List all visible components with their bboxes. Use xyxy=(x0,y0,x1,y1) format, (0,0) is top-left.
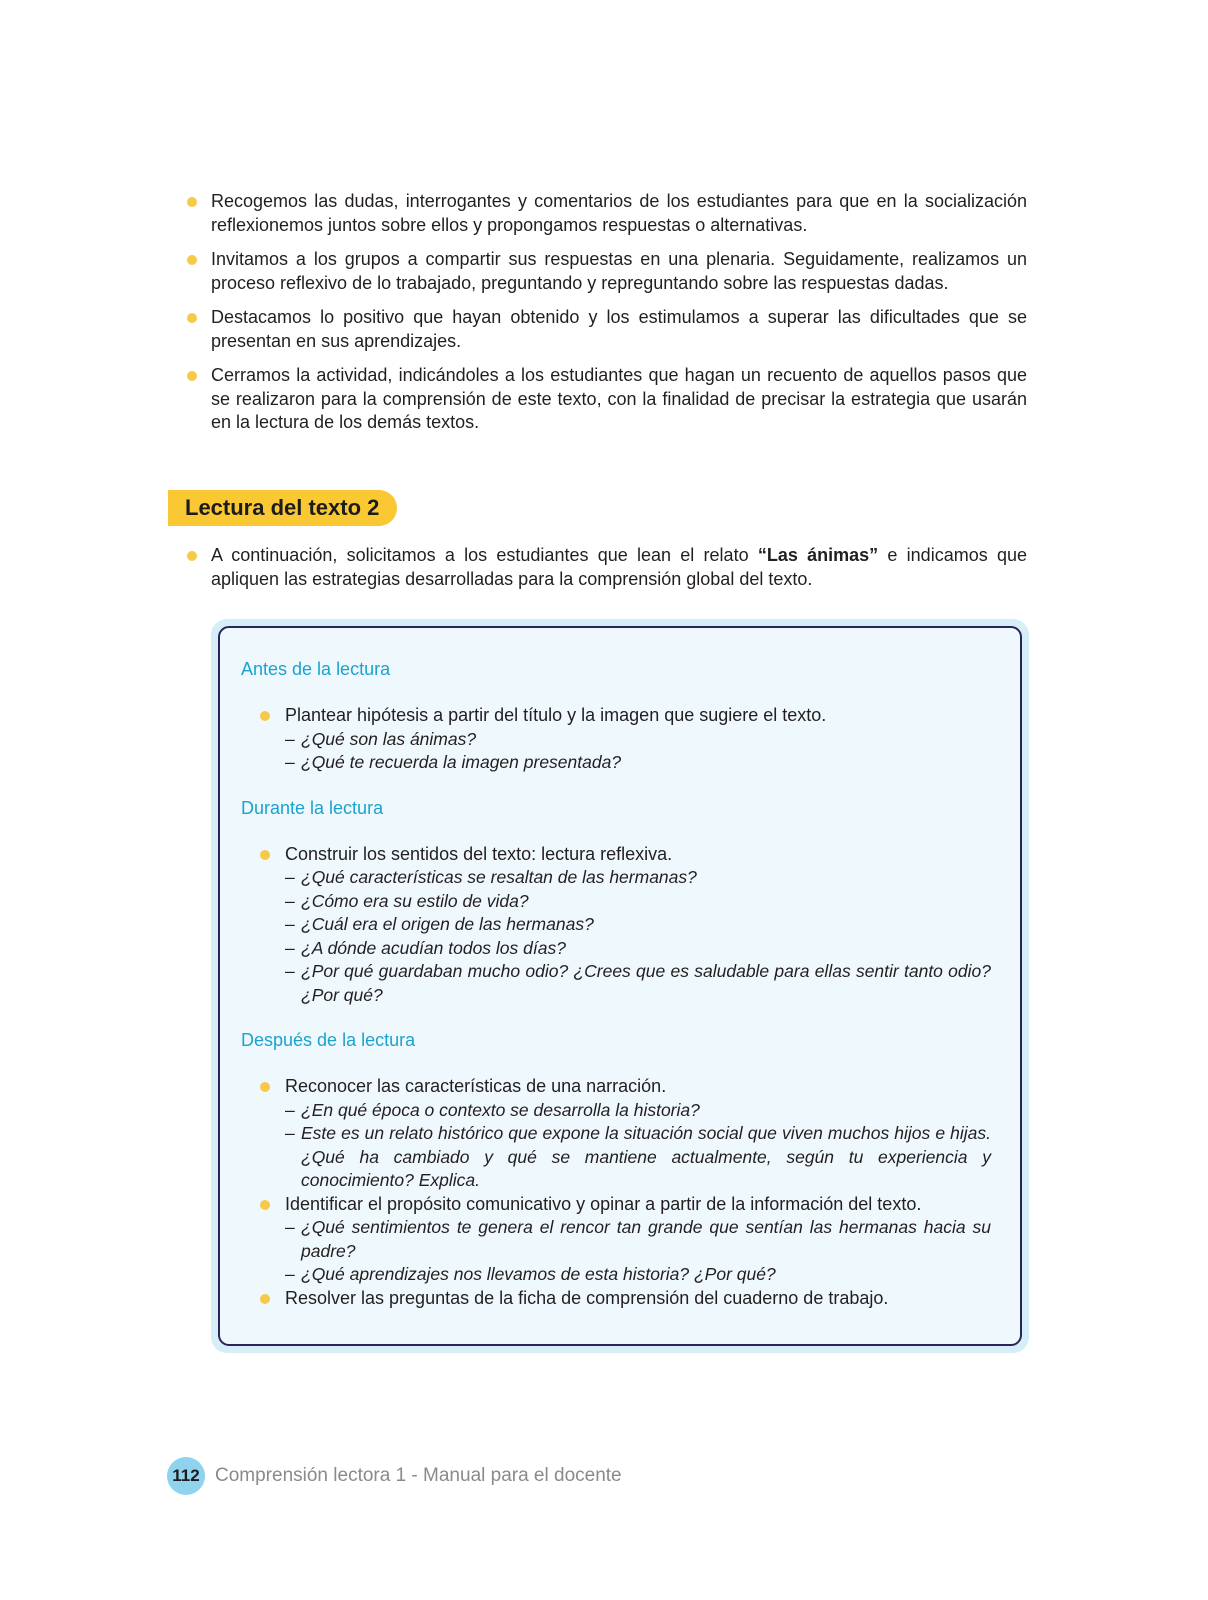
question-item: – ¿Qué aprendizajes nos llevamos de esta historia? ¿Por qué? xyxy=(285,1263,991,1287)
dash-icon: – xyxy=(285,937,295,958)
dash-icon: – xyxy=(285,1217,295,1237)
dash-icon: – xyxy=(285,914,295,934)
question-list xyxy=(285,1216,991,1287)
question-item: – Este es un relato histórico que expone la situación social que viven muchos hijos e hijas. ¿Qué ha cambiado y qué se mantiene actualmente, según tu experiencia y conocimiento? Explica. xyxy=(285,1123,991,1190)
bullet-icon xyxy=(260,1200,270,1210)
bullet-icon xyxy=(187,197,197,207)
question-list xyxy=(285,728,991,775)
question-item: – ¿Qué te recuerda la imagen presentada? xyxy=(285,751,991,775)
reading-strategies-frame xyxy=(218,626,1022,1346)
dash-icon: – xyxy=(285,1123,295,1143)
bullet-icon xyxy=(187,313,197,323)
step-item: Resolver las preguntas de la ficha de comprensión del cuaderno de trabajo. xyxy=(241,1287,991,1311)
list-item: Recogemos las dudas, interrogantes y comentarios de los estudiantes para que en la socialización reflexionemos juntos sobre ellos y propongamos respuestas o alternativas. xyxy=(211,190,1027,237)
reading-strategies-content xyxy=(241,658,991,1310)
dash-icon: – xyxy=(285,1264,295,1284)
page-number: 112 xyxy=(167,1457,205,1495)
question-item: – ¿Qué sentimientos te genera el rencor tan grande que sentían las hermanas hacia su padre? xyxy=(285,1217,991,1261)
footer-title: Comprensión lectora 1 - Manual para el docente xyxy=(215,1465,622,1486)
intro-list xyxy=(211,544,1027,602)
question-item: – ¿En qué época o contexto se desarrolla la historia? xyxy=(285,1099,991,1123)
list-item: Destacamos lo positivo que hayan obtenido y los estimulamos a superar las dificultades que se presentan en sus aprendizajes. xyxy=(211,306,1027,353)
question-list xyxy=(285,1099,991,1193)
dash-icon: – xyxy=(285,752,295,772)
dash-icon: – xyxy=(285,728,295,749)
dash-icon: – xyxy=(285,890,295,911)
bullet-icon xyxy=(187,371,197,381)
question-item: – ¿Qué son las ánimas? xyxy=(285,728,991,752)
section-title: Lectura del texto 2 xyxy=(168,490,397,526)
step-item: Identificar el propósito comunicativo y opinar a partir de la información del texto. xyxy=(241,1193,991,1217)
dash-icon: – xyxy=(285,1099,295,1120)
question-list xyxy=(285,866,991,1007)
question-item: – ¿Por qué guardaban mucho odio? ¿Crees que es saludable para ellas sentir tanto odio? ¿Por qué? xyxy=(285,961,991,1005)
question-item: – ¿Cómo era su estilo de vida? xyxy=(285,890,991,914)
list-item: Cerramos la actividad, indicándoles a los estudiantes que hagan un recuento de aquellos pasos que se realizaron para la comprensión de este texto, con la finalidad de precisar la estrategia que usarán en la lectura de los demás textos. xyxy=(211,364,1027,435)
question-item: – ¿Cuál era el origen de las hermanas? xyxy=(285,913,991,937)
bullet-icon xyxy=(187,255,197,265)
bullet-icon xyxy=(260,850,270,860)
bullet-icon xyxy=(260,1082,270,1092)
bullet-icon xyxy=(260,1294,270,1304)
intro-paragraph: A continuación, solicitamos a los estudiantes que lean el relato “Las ánimas” e indicamos que apliquen las estrategias desarrolladas para la comprensión global del texto. xyxy=(211,544,1027,591)
step-item: Construir los sentidos del texto: lectura reflexiva. xyxy=(241,843,991,867)
list-item: Invitamos a los grupos a compartir sus respuestas en una plenaria. Seguidamente, realizamos un proceso reflexivo de lo trabajado, preguntando y repreguntando sobre las respuestas dadas. xyxy=(211,248,1027,295)
question-item: – ¿A dónde acudían todos los días? xyxy=(285,937,991,961)
dash-icon: – xyxy=(285,961,295,981)
dash-icon: – xyxy=(285,867,295,887)
top-bullet-list xyxy=(211,190,1027,446)
step-item: Reconocer las características de una narración. xyxy=(241,1075,991,1099)
step-item: Plantear hipótesis a partir del título y la imagen que sugiere el texto. xyxy=(241,704,991,728)
story-title: “Las ánimas” xyxy=(757,545,879,565)
question-item: – ¿Qué características se resaltan de las hermanas? xyxy=(285,866,991,890)
bullet-icon xyxy=(187,551,197,561)
reading-strategies-box xyxy=(211,619,1029,1353)
stage-title-durante: Durante la lectura xyxy=(241,797,384,818)
stage-title-antes: Antes de la lectura xyxy=(241,659,391,679)
stage-title-despues: Después de la lectura xyxy=(241,1030,416,1050)
bullet-icon xyxy=(260,711,270,721)
